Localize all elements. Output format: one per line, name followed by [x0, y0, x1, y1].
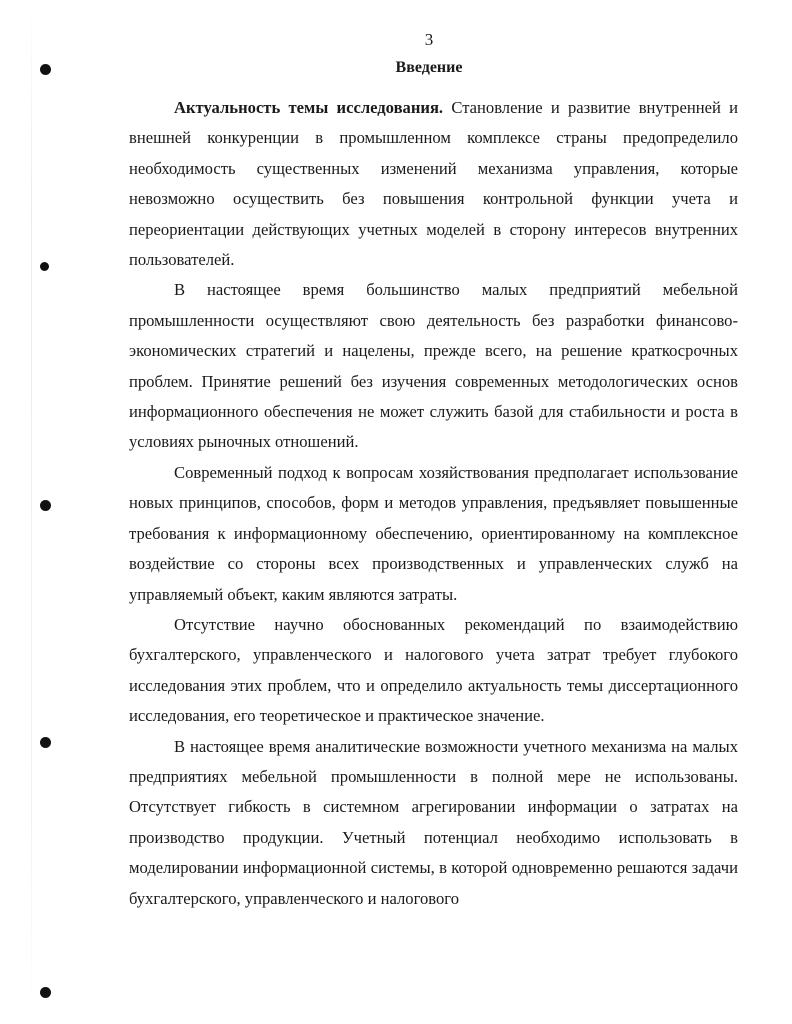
- binding-margin-line: [31, 0, 32, 1024]
- page-number: 3: [424, 30, 434, 49]
- punch-hole-icon: [40, 987, 51, 998]
- paragraph: [129, 93, 738, 275]
- punch-hole-icon: [40, 500, 51, 511]
- punch-hole-icon: [40, 262, 49, 271]
- paragraph-lead: Актуальность темы исследования.: [174, 98, 444, 117]
- body-text: [129, 93, 738, 914]
- section-heading: Введение: [395, 59, 463, 76]
- punch-hole-icon: [40, 737, 51, 748]
- paragraph: В настоящее время аналитические возможности учетного механизма на малых предприятиях мебельной промышленности в полной мере не использованы. Отсутствует гибкость в системном агрегировании информации о затратах на производство продукции. Учетный потенциал необходимо использовать в моделировании информационной системы, в которой одновременно решаются задачи бухгалтерского, управленческого и налогового: [129, 736, 738, 908]
- paragraph: Современный подход к вопросам хозяйствования предполагает использование новых принципов, способов, форм и методов управления, предъявляет повышенные требования к информационному обеспечению, ориентированному на комплексное воздействие со стороны всех производственных и управленческих служб на управляемый объект, каким являются затраты.: [129, 462, 738, 604]
- paragraph-text: Становление и развитие внутренней и внешней конкуренции в промышленном комплексе страны предопределило необходимость существенных изменений механизма управления, которые невозможно осуществить без повышения контрольной функции учета и переориентации действующих учетных моделей в сторону интересов внутренних пользователей.: [129, 98, 738, 270]
- paragraph: В настоящее время большинство малых предприятий мебельной промышленности осуществляют свою деятельность без разработки финансово-экономических стратегий и нацелены, прежде всего, на решение краткосрочных проблем. Принятие решений без изучения современных методологических основ информационного обеспечения не может служить базой для стабильности и роста в условиях рыночных отношений.: [129, 280, 738, 452]
- paragraph: Отсутствие научно обоснованных рекомендаций по взаимодействию бухгалтерского, управленческого и налогового учета затрат требует глубокого исследования этих проблем, что и определило актуальность темы диссертационного исследования, его теоретическое и практическое значение.: [129, 614, 738, 726]
